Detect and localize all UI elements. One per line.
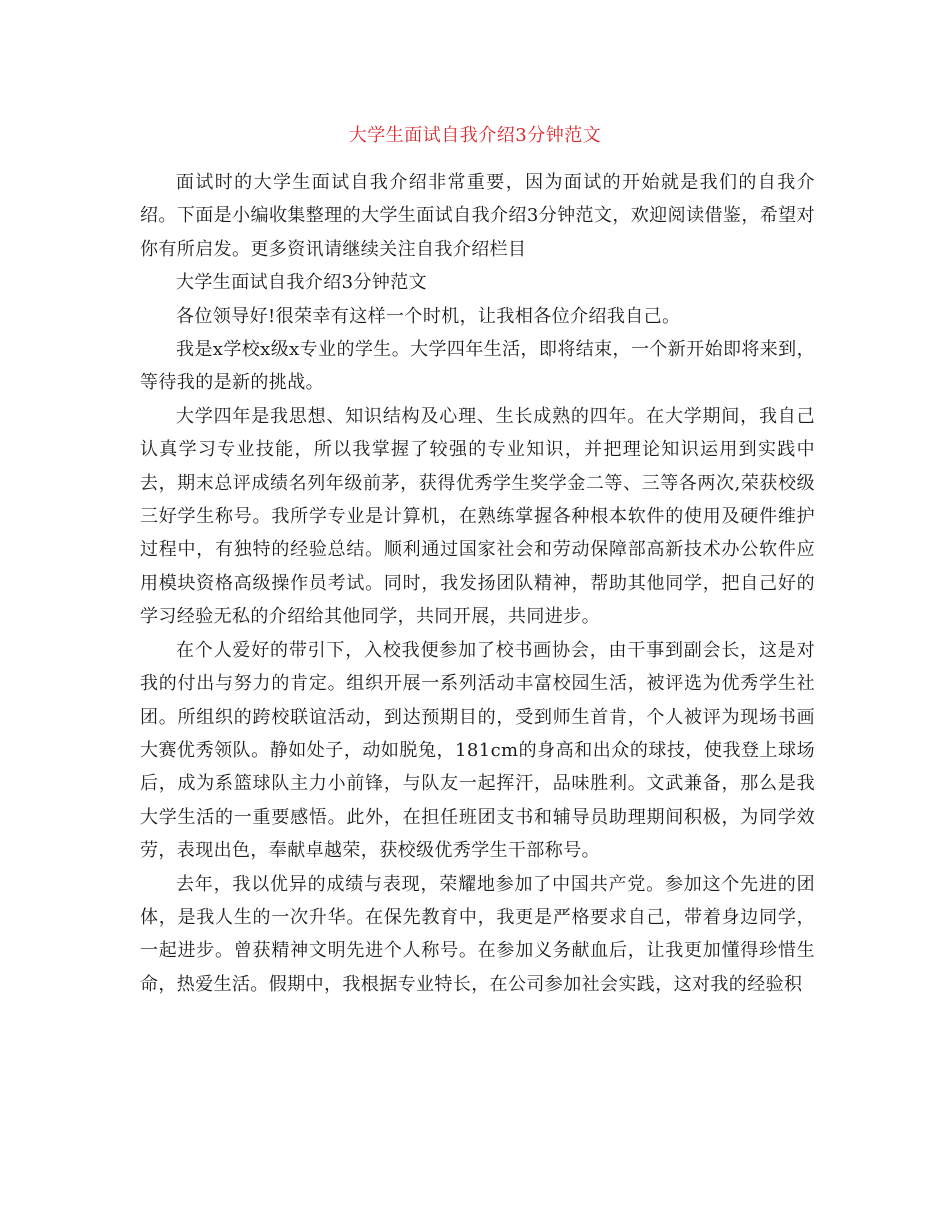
paragraph-identity: 我是x学校x级x专业的学生。大学四年生活，即将结束，一个新开始即将来到，等待我的是新的挑战。: [140, 339, 815, 394]
paragraph-greeting: 各位领导好!很荣幸有这样一个时机，让我相各位介绍我自己。: [176, 305, 681, 327]
paragraph-party: 去年，我以优异的成绩与表现，荣耀地参加了中国共产党。参加这个先进的团体，是我人生的一次升华。在保先教育中，我更是严格要求自己，带着身边同学，一起进步。曾获精神文明先进个人称号。在参加义务献血后，让我更加懂得珍惜生命，热爱生活。假期中，我根据专业特长，在公司参加社会实践，这对我的经验积: [140, 873, 815, 995]
document-body: [140, 166, 815, 1001]
paragraph-hobbies: 在个人爱好的带引下，入校我便参加了校书画协会，由干事到副会长，这是对我的付出与努力的肯定。组织开展一系列活动丰富校园生活，被评选为优秀学生社团。所组织的跨校联谊活动，到达预期目的，受到师生首肯，个人被评为现场书画大赛优秀领队。静如处子，动如脱兔，181cm的身高和出众的球技，使我登上球场后，成为系篮球队主力小前锋，与队友一起挥汗，品味胜利。文武兼备，那么是我大学生活的一重要感悟。此外，在担任班团支书和辅导员助理期间积极，为同学效劳，表现出色，奉献卓越荣，获校级优秀学生干部称号。: [140, 639, 815, 862]
paragraph-study: 大学四年是我思想、知识结构及心理、生长成熟的四年。在大学期间，我自己认真学习专业技能，所以我掌握了较强的专业知识，并把理论知识运用到实践中去，期末总评成绩名列年级前茅，获得优秀学生奖学金二等、三等各两次,荣获校级三好学生称号。我所学专业是计算机，在熟练掌握各种根本软件的使用及硬件维护过程中，有独特的经验总结。顺利通过国家社会和劳动保障部高新技术办公软件应用模块资格高级操作员考试。同时，我发扬团队精神，帮助其他同学，把自己好的学习经验无私的介绍给其他同学，共同开展，共同进步。: [140, 405, 815, 628]
paragraph-subtitle: 大学生面试自我介绍3分钟范文: [176, 272, 428, 294]
document-title: 大学生面试自我介绍3分钟范文: [348, 125, 602, 146]
paragraph-intro: 面试时的大学生面试自我介绍非常重要，因为面试的开始就是我们的自我介绍。下面是小编收集整理的大学生面试自我介绍3分钟范文，欢迎阅读借鉴，希望对你有所启发。更多资讯请继续关注自我介绍栏目: [140, 172, 815, 260]
